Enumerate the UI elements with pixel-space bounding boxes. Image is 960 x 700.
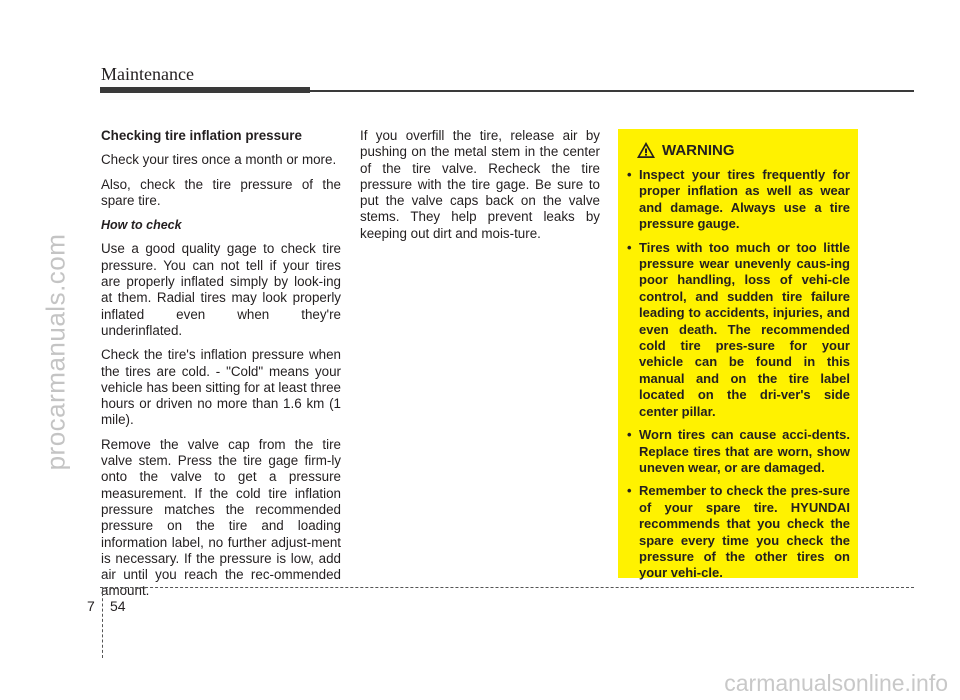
warning-item: • Remember to check the pres-sure of your spare tire. HYUNDAI recommends that you check the spare every time you check the pressure of the other tires on your vehi-cle. — [626, 483, 850, 581]
section-heading: Checking tire inflation pressure — [101, 128, 302, 143]
header-rule-thick — [100, 87, 310, 93]
warning-triangle-icon — [636, 141, 656, 159]
warning-item: • Worn tires can cause acci-dents. Replace tires that are worn, show uneven wear, or are damaged. — [626, 427, 850, 476]
paragraph: Check the tire's inflation pressure when the tires are cold. - "Cold" means your vehicle has been sitting for at least three hours or driven no more than 1.6 km (1 mile). — [101, 347, 341, 428]
header-rule-thin — [310, 90, 914, 92]
section-title: Maintenance — [101, 64, 194, 84]
subheading: How to check — [101, 218, 182, 233]
footer-rule — [100, 587, 914, 588]
paragraph: Also, check the tire pressure of the spare tire. — [101, 176, 341, 208]
middle-column — [360, 128, 600, 250]
chapter-number: 7 — [87, 598, 95, 614]
paragraph: Use a good quality gage to check tire pressure. You can not tell if your tires are properly inflated simply by look-ing at them. Radial tires may look properly inflated even when they're underinflated. — [101, 241, 341, 338]
paragraph: Check your tires once a month or more. — [101, 152, 337, 168]
watermark-bottom: carmanualsonline.info — [724, 670, 948, 696]
paragraph: If you overfill the tire, release air by pushing on the metal stem in the center of the tire valve. Recheck the tire pressure with the tire gage. Be sure to put the valve caps back on the valve stems. They help prevent leaks by keeping out dirt and mois-ture. — [360, 128, 600, 241]
left-column — [101, 128, 341, 608]
page-number: 54 — [110, 598, 126, 614]
footer-divider — [102, 588, 103, 658]
warning-title: WARNING — [662, 141, 735, 159]
warning-header — [636, 139, 850, 161]
warning-list — [626, 167, 850, 582]
watermark-left-text: procarmanuals.com — [40, 233, 71, 471]
paragraph: Remove the valve cap from the tire valve stem. Press the tire gage firm-ly onto the valve to get a pressure measurement. If the cold tire inflation pressure matches the recommended pressure on the tire and loading information label, no further adjust-ment is necessary. If the pressure is low, add air until you reach the rec-ommended amount. — [101, 436, 341, 599]
warning-item: • Tires with too much or too little pressure wear unevenly caus-ing poor handling, loss of vehi-cle control, and sudden tire failure leading to accidents, injuries, and even death. The recommended cold tire pres-sure for your vehicle can be found in this manual and on the tire label located on the dri-ver's side center pillar. — [626, 240, 850, 420]
warning-box — [618, 129, 858, 581]
warning-item: • Inspect your tires frequently for proper inflation as well as wear and damage. Always use a tire pressure gauge. — [626, 167, 850, 233]
